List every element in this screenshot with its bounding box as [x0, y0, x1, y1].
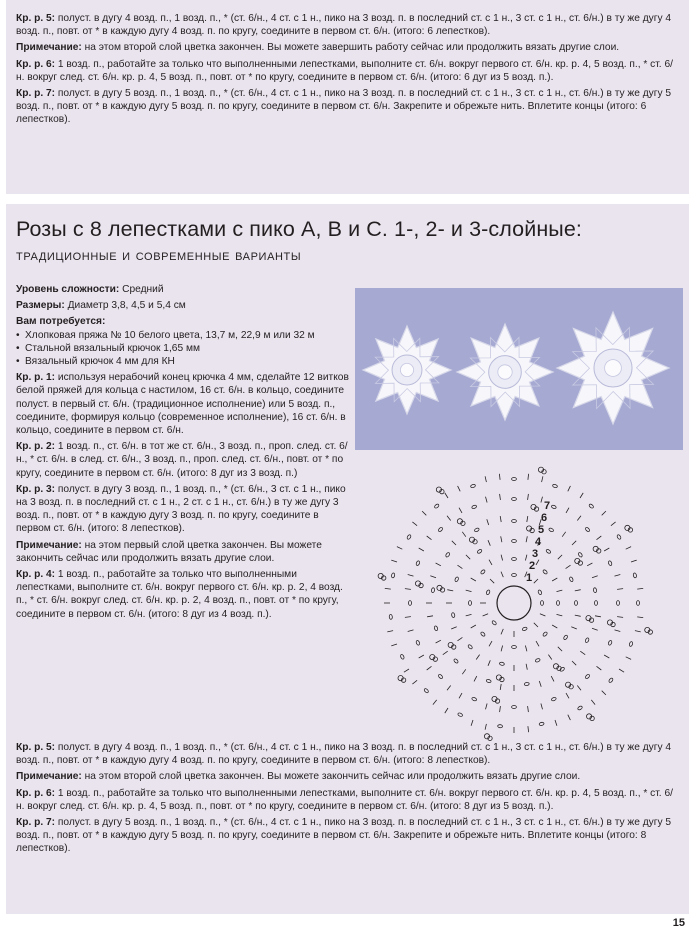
chart-chain-stitch: [551, 505, 557, 510]
chart-stitch: [528, 706, 529, 712]
material-item: • Вязальный крючок 4 мм для КН: [16, 355, 349, 368]
chart-stitch: [489, 641, 492, 646]
chart-stitch: [592, 628, 598, 630]
chart-stitch: [557, 614, 563, 616]
round-5: Кр. р. 5: полуст. в дугу 4 возд. п., 1 возд. п., * (ст. 6/н., 4 ст. с 1 н., пико на 3 возд. п. в последний ст. с 1 н., 3 ст. с 1 н., ст. 6/н.) в ту же дугу 4 возд. п., повт. от * в каждую дугу 4 возд. п. по кругу, соедините в первом ст. 6/н. (итого: 8 лепестков).: [16, 742, 672, 767]
round-3: Кр. р. 3: полуст. в дугу 3 возд. п., 1 возд. п., * (ст. 6/н., 3 ст. с 1 н., пико на 3 возд. п. в последний ст. с 1 н., 2 ст. с 1 н., ст. 6/н.) в ту же дугу 3 возд. п., повт. от * в каждую дугу 3 возд. п. по кругу, соедините в первом ст. 6/н. (итого: 8 лепестков).: [16, 483, 346, 535]
difficulty: Уровень сложности: Средний: [16, 284, 164, 295]
chart-chain-stitch: [453, 658, 459, 664]
chart-chain-stitch: [522, 627, 528, 632]
chart-stitch: [486, 704, 488, 710]
chart-stitch: [577, 686, 581, 691]
chart-stitch: [488, 540, 490, 546]
chart-chain-stitch: [498, 724, 503, 727]
chart-chain-stitch: [512, 498, 517, 501]
chart-stitch: [525, 555, 527, 561]
chart-chain-stitch: [480, 569, 486, 575]
chart-chain-stitch: [409, 601, 412, 606]
chart-stitch: [391, 560, 397, 562]
chart-stitch: [443, 651, 448, 655]
chart-stitch: [631, 560, 637, 562]
chart-stitch: [487, 519, 489, 525]
chart-stitch: [536, 560, 539, 565]
chart-stitch: [404, 669, 409, 672]
chart-stitch: [571, 627, 577, 629]
chart-stitch: [466, 614, 472, 616]
chart-chain-stitch: [512, 558, 517, 561]
chart-chain-stitch: [389, 614, 392, 619]
chart-chain-stitch: [539, 722, 544, 726]
chart-stitch: [458, 637, 463, 640]
chart-chain-stitch: [524, 682, 529, 686]
chart-stitch: [419, 655, 424, 658]
chart-stitch: [500, 516, 501, 522]
round-2: Кр. р. 2: 1 возд. п., ст. 6/н. в тот же ст. 6/н., 3 возд. п., проп. след. ст. 6/н., * ст. 6/н. в след. ст. 6/н., 3 возд. п., проп. след. ст. 6/н., повт. от * по кругу, соедините в первом ст. 6/н. (итого: 8 дуг из 3 возд. п.): [16, 441, 348, 479]
chart-stitch: [433, 700, 437, 705]
chart-chain-stitch: [424, 688, 430, 694]
chart-stitch: [451, 627, 457, 629]
chart-stitch: [500, 494, 501, 500]
chart-stitch: [412, 680, 417, 684]
section-subtitle: традиционные и современные варианты: [16, 247, 302, 264]
chart-stitch: [575, 590, 581, 591]
chart-stitch: [572, 661, 576, 665]
chart-stitch: [458, 486, 461, 491]
chart-chain-stitch: [551, 697, 557, 702]
chart-stitch: [552, 578, 557, 581]
chart-stitch: [436, 563, 441, 566]
chart-stitch: [500, 706, 501, 712]
chart-chain-stitch: [512, 574, 517, 577]
round-1: Кр. р. 1: используя нерабочий конец крючка 4 мм, сделайте 12 витков белой пряжей для кольца с настилом, 16 ст. 6/н. в кольцо, соедините полуст. в первый ст. 6/н. (традиционное исполнение) или 5 возд. п., соедините, формируя кольцо (современное исполнение), 16 ст. 6/н. в кольцо, соедините в первом ст. 6/н.: [16, 372, 349, 437]
chart-chain-stitch: [616, 534, 621, 540]
chart-stitch: [572, 541, 576, 545]
chart-stitch: [501, 646, 503, 652]
chart-stitch: [476, 655, 479, 660]
round-7: Кр. р. 7: полуст. в дугу 5 возд. п., 1 возд. п., * (ст. 6/н., 4 ст. с 1 н., пико на 3 возд. п. в последний ст. с 1 н., 3 ст. с 1 н., ст. 6/н.) в ту же дугу 5 возд. п., повт. от * в каждую дугу 5 возд. п. по кругу, соедините в первом ст. 6/н. Закрепите и обрежьте нить. Вплетите концы (итого: 8 лепестков).: [16, 817, 672, 855]
chart-stitch: [568, 715, 571, 720]
top-text-block: [16, 12, 681, 130]
chart-stitch: [462, 669, 466, 674]
chart-chain-stitch: [438, 674, 444, 680]
chart-chain-stitch: [541, 601, 544, 606]
chart-stitch: [501, 555, 503, 561]
chart-stitch: [635, 631, 641, 632]
chart-chain-stitch: [577, 705, 583, 710]
chart-stitch: [499, 474, 500, 480]
chart-chain-stitch: [512, 706, 517, 709]
top-round-7: Кр. р. 7: полуст. в дугу 5 возд. п., 1 возд. п., * (ст. 6/н., 4 ст. с 1 н., пико на 3 возд. п. в последний ст. с 1 н., 3 ст. с 1 н., ст. 6/н.) в ту же дугу 5 возд. п., повт. от * в каждую дугу 5 возд. п. по кругу, соедините в первом ст. 6/н. Закрепите и обрежьте нить. Вплетите концы (итого: 6 лепестков).: [16, 88, 672, 126]
chart-stitch: [525, 646, 527, 652]
chart-chain-stitch: [480, 631, 486, 637]
chart-stitch: [580, 493, 583, 498]
chart-stitch: [637, 588, 643, 589]
chart-stitch: [617, 617, 623, 618]
chart-chain-stitch: [575, 601, 578, 606]
chart-stitch: [445, 708, 448, 713]
chart-chain-stitch: [391, 573, 395, 578]
chart-stitch: [427, 616, 433, 617]
materials-heading: Вам потребуется:: [16, 316, 106, 328]
chart-chain-stitch: [434, 626, 438, 631]
chart-stitch: [466, 555, 470, 559]
chart-stitch: [501, 572, 503, 578]
chart-stitch: [500, 684, 501, 690]
chart-stitch: [526, 536, 527, 542]
chart-stitch: [528, 726, 529, 732]
chart-center-ring: [497, 586, 531, 620]
sizes: Размеры: Диаметр 3,8, 4,5 и 5,4 см: [16, 300, 186, 312]
chart-stitch: [626, 547, 631, 550]
chart-chain-stitch: [585, 674, 591, 680]
chart-round-number: 3: [532, 548, 539, 560]
chart-stitch: [611, 522, 616, 526]
chart-stitch: [471, 625, 476, 628]
chart-stitch: [447, 686, 451, 691]
chart-chain-stitch: [578, 552, 583, 558]
chart-chain-stitch: [512, 520, 517, 523]
page-number: 15: [672, 917, 685, 929]
chart-chain-stitch: [637, 601, 640, 606]
chart-chain-stitch: [486, 679, 491, 683]
chart-chain-stitch: [416, 640, 421, 646]
note-second-layer: Примечание: на этом второй слой цветка закончен. Вы можете закончить сейчас или продолжить вязать другие слои.: [16, 771, 581, 783]
chart-stitch: [483, 614, 489, 616]
chart-chain-stitch: [542, 569, 548, 575]
chart-stitch: [422, 511, 426, 515]
chart-chain-stitch: [438, 527, 444, 533]
chart-stitch: [562, 532, 566, 537]
chart-stitch: [528, 474, 529, 480]
chart-stitch: [408, 630, 414, 632]
chart-chain-stitch: [608, 640, 613, 646]
chart-chain-stitch: [552, 484, 558, 488]
chart-chain-stitch: [535, 658, 541, 663]
chart-stitch: [447, 590, 453, 591]
chart-stitch: [548, 655, 551, 660]
chart-chain-stitch: [512, 540, 517, 543]
chart-stitch: [577, 516, 581, 521]
instructions-column: [16, 283, 349, 624]
chart-round-number: 6: [541, 512, 548, 524]
chart-round-number: 5: [538, 524, 545, 536]
chart-round-number: 1: [526, 572, 533, 584]
chart-chain-stitch: [608, 560, 613, 566]
chart-chain-stitch: [563, 635, 568, 641]
chart-stitch: [587, 563, 592, 566]
chart-stitch: [408, 575, 414, 577]
chart-stitch: [558, 555, 562, 559]
chart-stitch: [534, 579, 538, 583]
chart-stitch: [552, 625, 557, 628]
chart-symbols: [378, 467, 652, 740]
chart-chain-stitch: [431, 588, 435, 593]
chart-stitch: [385, 588, 391, 589]
chart-chain-stitch: [445, 552, 450, 558]
chart-stitch: [485, 476, 486, 482]
chart-stitch: [568, 486, 571, 491]
chart-chain-stitch: [617, 601, 620, 606]
chart-stitch: [412, 522, 417, 526]
chart-stitch: [427, 666, 432, 670]
chart-stitch: [489, 560, 492, 565]
chart-chain-stitch: [546, 549, 552, 554]
chart-stitch: [459, 508, 462, 513]
chart-stitch: [528, 494, 529, 500]
chart-chain-stitch: [471, 697, 477, 702]
chart-chain-stitch: [538, 590, 543, 596]
flowers-photo: [355, 288, 683, 450]
chart-stitch: [462, 532, 466, 537]
chart-stitch: [615, 630, 621, 632]
flower-center: [400, 363, 413, 376]
chart-stitch: [541, 704, 543, 710]
chart-chain-stitch: [491, 620, 497, 626]
chart-chain-stitch: [569, 577, 574, 583]
chart-stitch: [436, 640, 441, 643]
chart-stitch: [466, 590, 472, 592]
chart-round-number: 2: [529, 560, 536, 572]
chart-round-number: 4: [535, 536, 542, 548]
chart-stitch: [387, 631, 393, 632]
chart-stitch: [419, 548, 424, 551]
chart-stitch: [471, 578, 476, 581]
chart-stitch: [490, 579, 494, 583]
flower-center: [498, 365, 512, 379]
chart-chain-stitch: [633, 573, 637, 578]
chart-stitch: [397, 547, 402, 550]
chart-stitch: [555, 720, 557, 726]
chart-stitch: [595, 616, 601, 617]
chart-chain-stitch: [512, 478, 517, 481]
chart-stitch: [580, 651, 585, 655]
chart-stitch: [597, 666, 602, 670]
chart-chain-stitch: [512, 646, 517, 649]
chart-chain-stitch: [470, 484, 476, 488]
top-round-6: Кр. р. 6: 1 возд. п., работайте за только что выполненными лепестками, выполните ст. 6/н. вокруг первого ст. 6/н. кр. р. 4, 5 возд. п., * ст. 6/н. вокруг след. ст. 6/н. кр. р. 4, 5 возд. п., повт. от * по кругу, соедините в первом ст. 6/н. (итого: 6 дуг из 5 возд. п.).: [16, 58, 673, 83]
chart-stitch: [617, 589, 623, 590]
round-6: Кр. р. 6: 1 возд. п., работайте за только что выполненными лепестками, выполните ст. 6/н. вокруг первого ст. 6/н. кр. р. 4, 5 возд. п., * ст. 6/н. вокруг след. ст. 6/н. кр. р. 4, 5 возд. п., повт. от * по кругу, соедините в первом ст. 6/н. (итого: 8 дуг из 5 возд. п.).: [16, 787, 673, 812]
chart-round-number: 7: [544, 500, 551, 512]
chart-stitch: [488, 660, 490, 666]
chart-stitch: [604, 548, 609, 551]
chart-chain-stitch: [608, 677, 613, 683]
chart-stitch: [452, 541, 456, 545]
chart-chain-stitch: [477, 549, 483, 554]
chart-chain-stitch: [593, 588, 597, 593]
chart-chain-stitch: [454, 577, 459, 583]
chart-stitch: [619, 669, 624, 672]
chart-stitch: [602, 691, 606, 695]
flower-center: [605, 360, 622, 377]
chart-stitch: [637, 617, 643, 618]
chart-chain-stitch: [434, 503, 440, 508]
materials-list: [16, 329, 349, 369]
chart-stitch: [551, 676, 554, 681]
chart-stitch: [447, 516, 451, 521]
top-round-5: Кр. р. 5: полуст. в дугу 4 возд. п., 1 возд. п., * (ст. 6/н., 4 ст. с 1 н., пико на 3 возд. п. в последний ст. с 1 н., 3 ст. с 1 н., ст. 6/н.) в ту же дугу 4 возд. п., повт. от * в каждую дугу 4 возд. п. по кругу, соедините в первом ст. 6/н. (итого: 6 лепестков).: [16, 13, 672, 38]
chart-stitch: [471, 720, 473, 726]
chart-chain-stitch: [629, 641, 633, 647]
chart-stitch: [430, 576, 436, 578]
chart-chain-stitch: [585, 527, 591, 533]
chart-chain-stitch: [471, 505, 477, 510]
chart-chain-stitch: [469, 601, 472, 606]
chart-chain-stitch: [486, 590, 491, 596]
chart-stitch: [485, 724, 486, 730]
chart-stitch: [445, 493, 448, 498]
chart-stitch: [575, 615, 581, 616]
chart-stitch: [474, 676, 477, 681]
chart-stitch: [566, 565, 571, 568]
chart-stitch: [541, 497, 543, 503]
top-note: Примечание: на этом второй слой цветка закончен. Вы можете завершить работу сейчас или продолжить вязать другие слои.: [16, 42, 620, 54]
chart-stitch: [527, 516, 528, 522]
chart-stitch: [458, 565, 463, 568]
bottom-text-block: [16, 741, 681, 859]
chart-stitch: [591, 700, 595, 705]
chart-chain-stitch: [588, 503, 594, 508]
chart-chain-stitch: [451, 612, 455, 617]
chart-stitch: [501, 536, 502, 542]
material-item: • Стальной вязальный крючок 1,65 мм: [16, 342, 349, 355]
chart-stitch: [566, 508, 569, 513]
chart-stitch: [539, 681, 541, 687]
chart-stitch: [626, 657, 631, 660]
chart-chain-stitch: [595, 601, 598, 606]
section-title: Розы с 8 лепестками с пико A, B и C. 1-, 2- и 3-слойные:: [16, 217, 582, 241]
chart-chain-stitch: [416, 560, 421, 566]
chart-chain-stitch: [542, 631, 548, 637]
chart-stitch: [536, 641, 539, 646]
chart-chain-stitch: [585, 637, 590, 643]
chart-stitch: [542, 476, 543, 482]
chart-stitch: [534, 623, 538, 627]
chart-stitch: [526, 664, 527, 670]
chart-stitch: [459, 693, 462, 698]
chart-stitch: [557, 590, 563, 592]
note-first-layer: Примечание: на этом первый слой цветка закончен. Вы можете закончить сейчас или продолжить вязать другие слои.: [16, 539, 322, 564]
chart-chain-stitch: [467, 644, 473, 650]
chart-stitch: [540, 614, 546, 616]
chart-chain-stitch: [499, 662, 504, 666]
chart-stitch: [592, 576, 598, 578]
chart-stitch: [615, 575, 621, 577]
chart-chain-stitch: [400, 654, 405, 660]
chart-stitch: [501, 629, 503, 635]
chart-chain-stitch: [548, 527, 554, 532]
chart-stitch: [597, 536, 602, 540]
chart-stitch: [604, 655, 609, 658]
round-4: Кр. р. 4: 1 возд. п., работайте за только что выполненными лепестками, выполните ст. 6/н. вокруг первого ст. 6/н. кр. р. 2, 4 возд. п., * ст. 6/н. вокруг след. ст. 6/н. кр. р. 2, 4 возд. п., повт. от * по кругу, соедините в первом ст. 6/н. (итого: 8 дуг из 4 возд. п.).: [16, 569, 343, 620]
chart-stitch: [558, 647, 562, 651]
chart-stitch: [405, 617, 411, 618]
chart-chain-stitch: [457, 712, 463, 717]
chart-chain-stitch: [474, 527, 480, 532]
chart-stitch: [566, 693, 569, 698]
chart-chain-stitch: [559, 667, 565, 672]
chart-chain-stitch: [557, 601, 560, 606]
chart-stitch: [486, 497, 488, 503]
chart-stitch: [405, 589, 411, 590]
chart-stitch: [427, 536, 432, 540]
material-item: • Хлопковая пряжа № 10 белого цвета, 13,7 м, 22,9 м или 32 м: [16, 329, 325, 342]
chart-stitch: [602, 511, 606, 515]
crochet-chart: [368, 455, 680, 745]
chart-chain-stitch: [406, 534, 411, 540]
chart-stitch: [391, 644, 397, 646]
